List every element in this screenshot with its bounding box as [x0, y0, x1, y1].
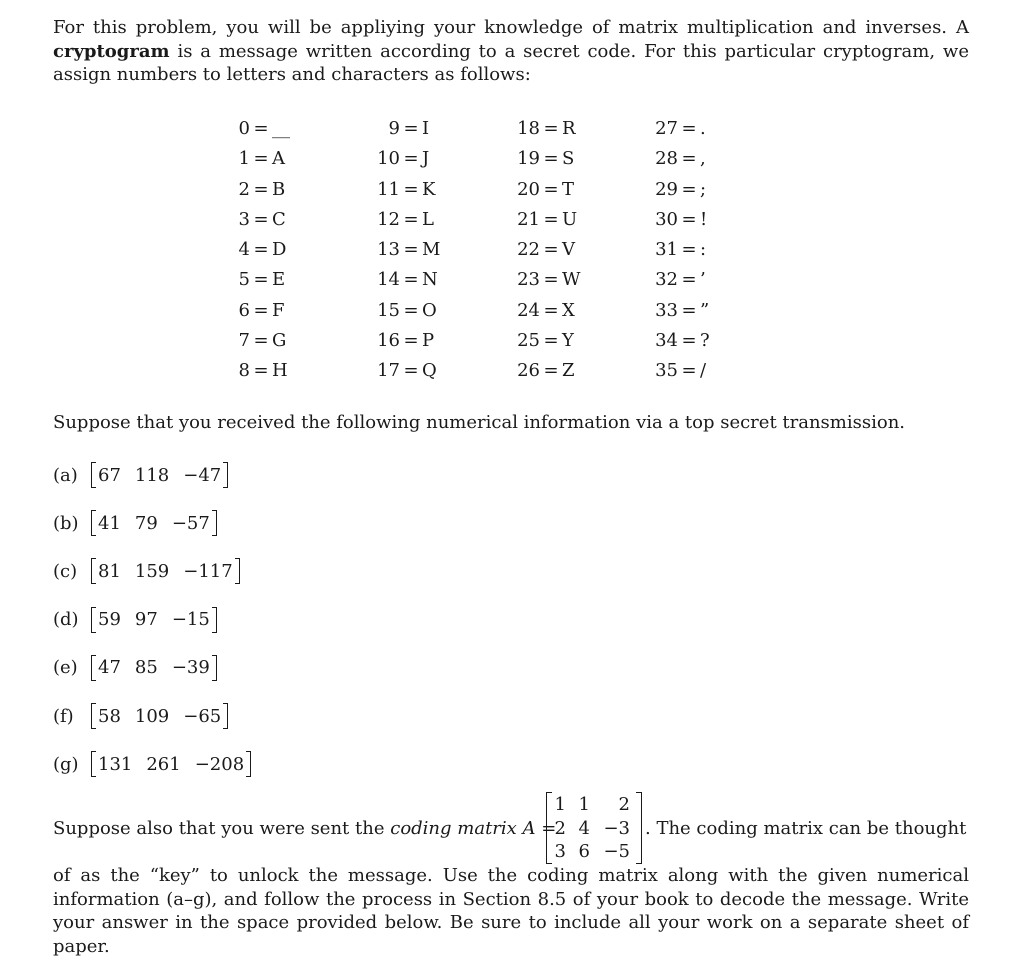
vector-entry: 109 [134, 705, 170, 727]
code-entry [370, 208, 440, 238]
item-label: (d) [53, 609, 79, 631]
code-entry [230, 329, 290, 359]
matrix-entry: 3 [554, 841, 566, 862]
equals-sign: = [543, 269, 559, 291]
equals-sign: = [681, 360, 697, 382]
equals-sign: = [403, 118, 419, 139]
closing-paragraph: of as the “key” to unlock the message. Use the coding matrix along with the given numerical information (a–g), and follow the process in Section 8.5 of your book to decode the message. Write your answer in the space provided below. Be sure to include all your work on a separate sheet of paper. [53, 865, 969, 957]
equals-sign: = [543, 148, 559, 170]
code-number: 8 [238, 360, 250, 382]
equals-sign: = [681, 269, 697, 291]
code-entry [370, 299, 440, 329]
coding-matrix-intro [53, 818, 556, 839]
equals-sign: = [403, 269, 419, 291]
equals-sign: = [681, 299, 697, 321]
code-character: ” [700, 299, 710, 321]
equals-sign: = [543, 178, 559, 200]
code-entry [230, 117, 290, 147]
code-number: 19 [517, 148, 540, 170]
equals-sign: = [681, 208, 697, 230]
code-character: V [562, 239, 575, 261]
code-entry [510, 208, 581, 238]
vector-entry: 118 [134, 464, 170, 486]
intro-text-2: is a message written according to a secret code. For this particular cryptogram, we assign numbers to letters and characters as follows: [53, 40, 969, 85]
equals-sign: = [253, 360, 269, 382]
vector-entry: 67 [98, 464, 121, 486]
code-character: R [562, 118, 576, 139]
equals-sign: = [681, 330, 697, 352]
code-entry [510, 299, 581, 329]
vector-entry: 131 [98, 753, 133, 775]
code-number: 35 [655, 360, 678, 382]
code-entry [510, 117, 581, 147]
vector-entry: 79 [134, 512, 158, 534]
equals-sign: = [253, 269, 269, 291]
vector-entry: 59 [98, 609, 121, 631]
code-character: B [272, 178, 286, 200]
code-column [230, 117, 290, 390]
code-character: / [700, 360, 707, 382]
code-number: 29 [655, 178, 678, 200]
code-table [0, 117, 1024, 387]
vector-entry: −65 [183, 705, 222, 727]
code-character: __ [272, 118, 290, 139]
code-number: 12 [377, 208, 400, 230]
vector-entry: 261 [146, 753, 181, 775]
code-entry [510, 268, 581, 298]
code-character: P [422, 330, 435, 352]
equals-sign: = [681, 118, 697, 139]
intro-text-1: For this problem, you will be appliying your knowledge of matrix multiplication and inverses. A [53, 17, 969, 38]
code-character: : [700, 239, 707, 261]
code-entry [510, 238, 581, 268]
code-character: I [422, 118, 430, 139]
equals-sign: = [681, 148, 697, 170]
code-number: 1 [238, 148, 250, 170]
code-entry [648, 208, 710, 238]
equals-sign: = [681, 239, 697, 261]
code-number: 28 [655, 148, 678, 170]
transmission-item [53, 747, 251, 781]
code-character: . [700, 118, 706, 139]
matrix-entry: 6 [578, 841, 590, 862]
code-entry [230, 268, 290, 298]
code-character: E [272, 269, 286, 291]
vector-entry: 85 [134, 657, 158, 679]
coding-before-text: Suppose also that you were sent the [53, 818, 385, 839]
code-number: 23 [517, 269, 540, 291]
code-character: O [422, 299, 437, 321]
code-entry [648, 359, 710, 389]
code-character: K [422, 178, 436, 200]
code-entry [648, 178, 710, 208]
code-entry [370, 117, 440, 147]
code-character: J [422, 148, 430, 170]
intro-paragraph [53, 16, 969, 87]
cryptogram-term: cryptogram [53, 40, 170, 62]
code-entry [648, 329, 710, 359]
code-number: 24 [517, 299, 540, 321]
coding-matrix-term: coding matrix A [390, 818, 536, 839]
code-entry [370, 268, 440, 298]
equals-sign: = [403, 330, 419, 352]
equals-sign: = [403, 208, 419, 230]
code-entry [510, 178, 581, 208]
code-character: G [272, 330, 287, 352]
vector-entry: −117 [183, 560, 233, 582]
transmission-item [53, 554, 240, 588]
code-character: W [562, 269, 581, 291]
row-vector [91, 606, 217, 634]
matrix-entry: −5 [603, 841, 630, 862]
code-character: L [422, 208, 434, 230]
equals-sign: = [543, 299, 559, 321]
code-entry [230, 359, 290, 389]
code-number: 31 [655, 239, 678, 261]
equals-sign: = [253, 239, 269, 261]
code-entry [230, 299, 290, 329]
code-entry [370, 359, 440, 389]
equals-sign: = [543, 208, 559, 230]
code-entry [230, 208, 290, 238]
row-vector [91, 509, 217, 537]
item-label: (e) [53, 657, 78, 679]
code-character: M [422, 239, 441, 261]
equals-sign: = [543, 118, 559, 139]
vector-entry: 97 [134, 609, 158, 631]
code-character: S [562, 148, 575, 170]
code-entry [370, 147, 440, 177]
matrix-row [554, 817, 636, 841]
equals-sign: = [253, 178, 269, 200]
code-number: 4 [238, 239, 250, 261]
vector-entry: 41 [98, 512, 121, 534]
code-number: 0 [238, 118, 250, 139]
code-number: 2 [238, 178, 250, 200]
equals-sign: = [681, 178, 697, 200]
matrix-entry: 1 [578, 794, 590, 815]
code-number: 9 [388, 118, 400, 139]
code-number: 21 [517, 208, 540, 230]
code-character: Z [562, 360, 575, 382]
code-entry [648, 299, 710, 329]
item-label: (f) [53, 705, 74, 727]
transmission-item [53, 458, 228, 492]
code-entry [648, 238, 710, 268]
code-number: 3 [238, 208, 250, 230]
code-number: 20 [517, 178, 540, 200]
code-number: 5 [238, 269, 250, 291]
code-number: 33 [655, 299, 678, 321]
row-vector [91, 461, 228, 489]
matrix-entry: 2 [554, 817, 566, 839]
equals-sign: = [541, 818, 557, 839]
code-column [648, 117, 710, 390]
row-vector [91, 702, 228, 730]
transmission-item [53, 603, 217, 637]
item-label: (b) [53, 512, 79, 534]
code-number: 18 [517, 118, 540, 139]
code-character: F [272, 299, 285, 321]
code-number: 26 [517, 360, 540, 382]
vector-entry: −208 [194, 753, 245, 775]
code-entry [230, 178, 290, 208]
vector-entry: −47 [183, 464, 222, 486]
equals-sign: = [253, 118, 269, 139]
code-character: Q [422, 360, 437, 382]
matrix-row [554, 840, 636, 864]
code-number: 11 [377, 178, 400, 200]
transmission-item [53, 699, 228, 733]
vector-entry: 58 [98, 705, 121, 727]
coding-matrix-sentence [53, 790, 969, 866]
code-character: U [562, 208, 578, 230]
equals-sign: = [403, 239, 419, 261]
vector-entry: −15 [171, 609, 210, 631]
equals-sign: = [253, 208, 269, 230]
code-character: H [272, 360, 288, 382]
equals-sign: = [403, 148, 419, 170]
code-entry [510, 359, 581, 389]
equals-sign: = [253, 148, 269, 170]
equals-sign: = [403, 360, 419, 382]
code-number: 22 [517, 239, 540, 261]
matrix-entry: 4 [578, 817, 590, 839]
code-number: 10 [377, 148, 400, 170]
transmission-item [53, 506, 217, 540]
code-number: 14 [377, 269, 400, 291]
code-number: 17 [377, 360, 400, 382]
code-character: ’ [700, 269, 706, 291]
equals-sign: = [403, 178, 419, 200]
equals-sign: = [543, 330, 559, 352]
code-entry [230, 238, 290, 268]
matrix-entry: 1 [554, 794, 566, 815]
code-number: 25 [517, 330, 540, 352]
row-vector [91, 557, 240, 585]
equals-sign: = [253, 299, 269, 321]
row-vector [91, 654, 217, 682]
code-character: , [700, 148, 706, 170]
equals-sign: = [543, 360, 559, 382]
matrix-entry: 2 [618, 794, 630, 815]
code-entry [370, 329, 440, 359]
code-entry [648, 147, 710, 177]
code-number: 32 [655, 269, 678, 291]
matrix-entry: −3 [603, 817, 630, 839]
vector-entry: 47 [98, 657, 121, 679]
code-number: 6 [238, 299, 250, 321]
code-number: 7 [238, 330, 250, 352]
vector-entry: 159 [134, 560, 170, 582]
row-vector [91, 750, 251, 778]
coding-after-text: . The coding matrix can be thought [645, 818, 967, 839]
code-number: 34 [655, 330, 678, 352]
code-entry [648, 268, 710, 298]
equals-sign: = [543, 239, 559, 261]
code-character: T [562, 178, 575, 200]
item-label: (g) [53, 753, 79, 775]
item-label: (c) [53, 560, 78, 582]
code-character: Y [562, 330, 574, 352]
code-entry [510, 329, 581, 359]
vector-entry: −39 [171, 657, 210, 679]
equals-sign: = [403, 299, 419, 321]
code-character: N [422, 269, 438, 291]
code-number: 27 [655, 118, 678, 139]
code-column [370, 117, 440, 390]
code-number: 13 [377, 239, 400, 261]
code-entry [370, 238, 440, 268]
code-character: C [272, 208, 286, 230]
coding-matrix [546, 790, 642, 866]
transmission-text: Suppose that you received the following numerical information via a top secret transmission. [53, 412, 906, 433]
code-character: X [562, 299, 575, 321]
equals-sign: = [253, 330, 269, 352]
code-character: ! [700, 208, 708, 230]
code-column [510, 117, 581, 390]
code-character: A [272, 148, 285, 170]
code-entry [648, 117, 710, 147]
code-character: D [272, 239, 287, 261]
transmission-item [53, 651, 217, 685]
code-entry [510, 147, 581, 177]
code-entry [230, 147, 290, 177]
matrix-row [554, 793, 636, 817]
code-number: 30 [655, 208, 678, 230]
item-label: (a) [53, 464, 78, 486]
code-number: 16 [377, 330, 400, 352]
vector-entry: 81 [98, 560, 121, 582]
code-entry [370, 178, 440, 208]
vector-entry: −57 [171, 512, 210, 534]
code-character: ; [700, 178, 707, 200]
code-character: ? [700, 330, 710, 352]
code-number: 15 [377, 299, 400, 321]
